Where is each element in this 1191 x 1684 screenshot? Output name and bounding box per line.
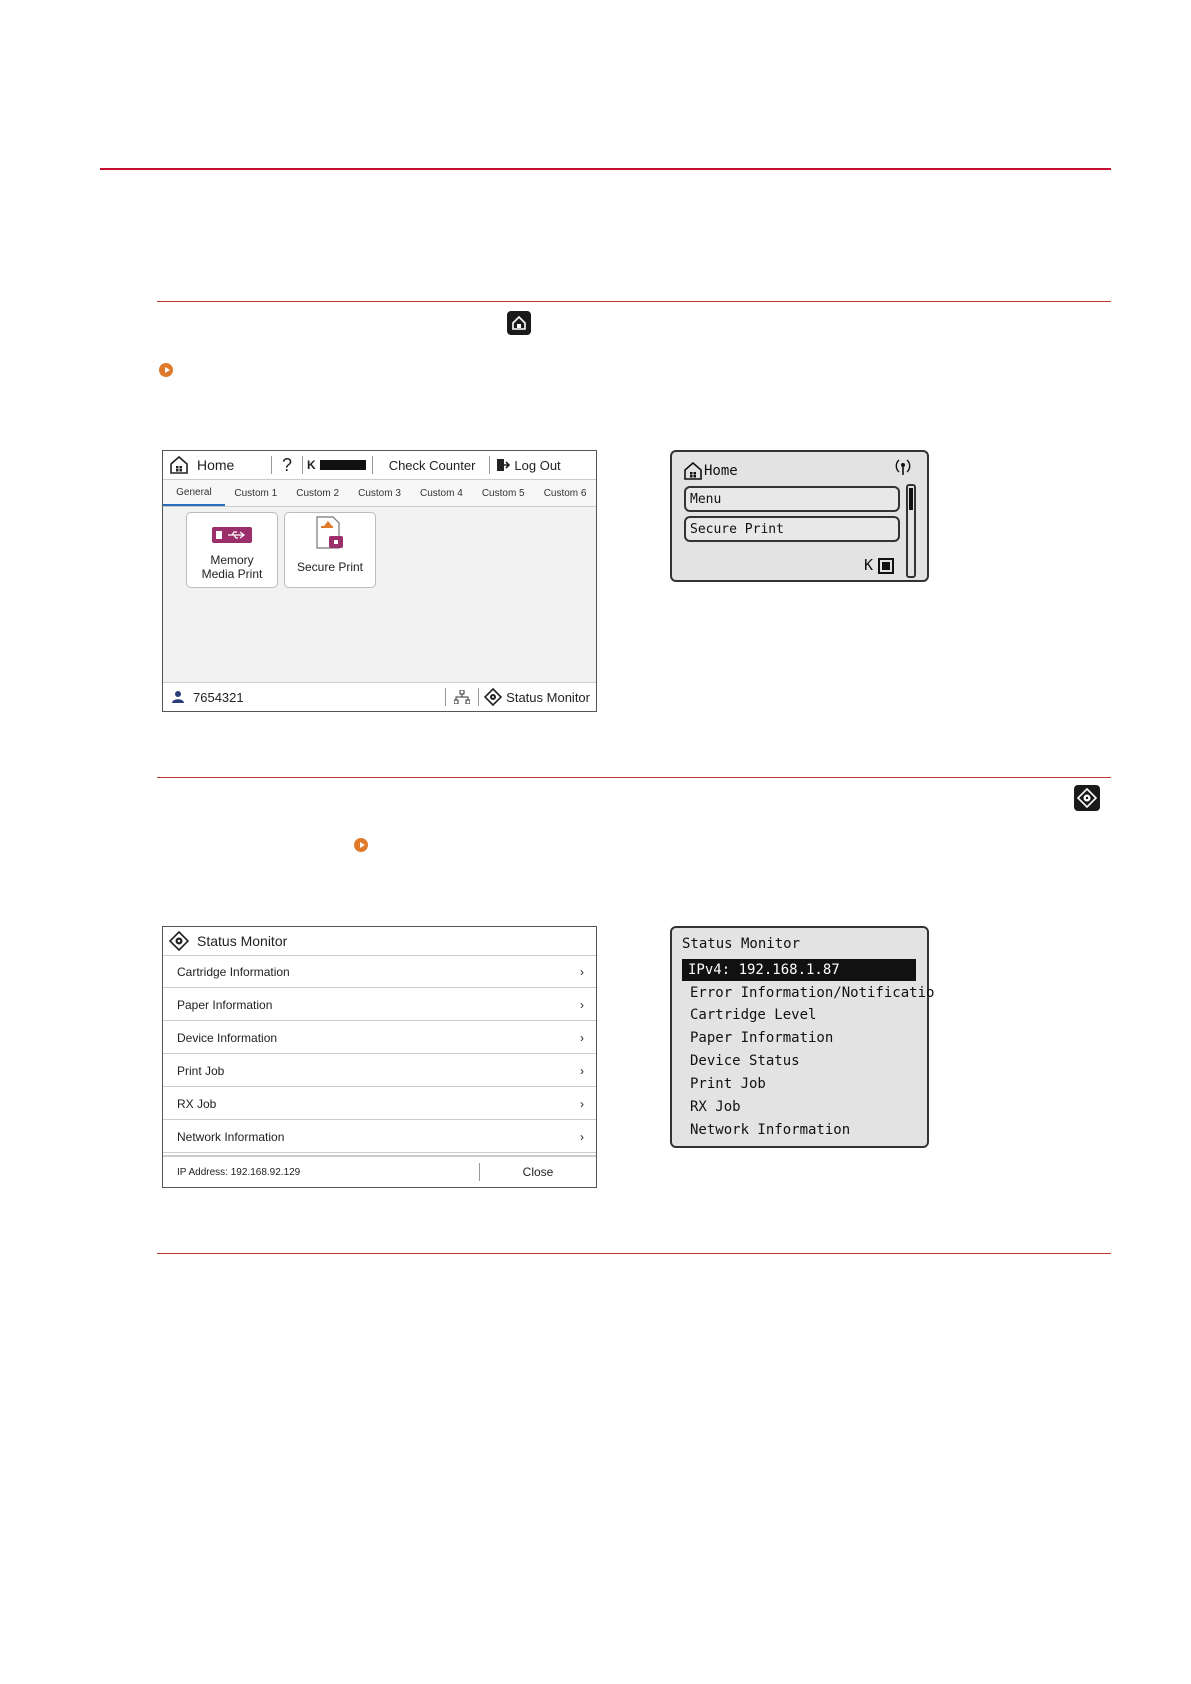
toner-label: K bbox=[307, 458, 316, 472]
link-arrow-icon[interactable] bbox=[354, 838, 368, 852]
list-item-label: Cartridge Information bbox=[177, 964, 290, 979]
divider bbox=[372, 456, 373, 474]
lcd-status-title: Status Monitor bbox=[682, 936, 801, 952]
status-monitor-header bbox=[163, 927, 596, 956]
section-rule-1 bbox=[157, 301, 1111, 302]
user-icon bbox=[171, 690, 185, 704]
list-item-label: Device Information bbox=[177, 1030, 278, 1045]
lcd-status-monitor-screen bbox=[670, 926, 935, 1148]
tab-custom-3[interactable]: Custom 3 bbox=[358, 487, 401, 499]
secure-print-tile[interactable] bbox=[284, 512, 376, 588]
lcd-highlighted-item[interactable] bbox=[682, 959, 916, 981]
tab-custom-4[interactable]: Custom 4 bbox=[419, 487, 463, 499]
list-item[interactable] bbox=[163, 1022, 596, 1054]
scrollbar-thumb[interactable] bbox=[909, 488, 913, 510]
lcd-home-title: Home bbox=[704, 463, 738, 479]
home-header bbox=[163, 451, 596, 480]
divider bbox=[478, 688, 479, 706]
help-button[interactable]: ? bbox=[282, 454, 293, 475]
list-item[interactable]: Paper Information bbox=[690, 1030, 834, 1046]
status-monitor-title: Status Monitor bbox=[197, 933, 288, 949]
list-item[interactable] bbox=[163, 989, 596, 1021]
list-item[interactable]: RX Job bbox=[690, 1099, 741, 1115]
status-monitor-icon bbox=[169, 931, 189, 951]
chevron-right-icon: › bbox=[580, 964, 584, 979]
memory-media-print-tile[interactable] bbox=[186, 512, 278, 588]
home-icon bbox=[684, 462, 702, 480]
lcd-toner-label: K bbox=[864, 556, 874, 574]
tab-custom-1[interactable]: Custom 1 bbox=[234, 487, 278, 499]
status-monitor-footer bbox=[163, 1155, 596, 1187]
chevron-right-icon: › bbox=[580, 1129, 584, 1144]
chevron-right-icon: › bbox=[580, 997, 584, 1012]
list-item[interactable]: Network Information bbox=[690, 1122, 851, 1138]
chevron-right-icon: › bbox=[580, 1063, 584, 1078]
link-arrow-icon[interactable] bbox=[159, 363, 173, 377]
home-icon[interactable] bbox=[169, 455, 189, 475]
close-button[interactable]: Close bbox=[522, 1165, 554, 1179]
tab-custom-2[interactable]: Custom 2 bbox=[296, 487, 340, 499]
list-item-label: Network Information bbox=[177, 1129, 285, 1144]
list-item-label: Paper Information bbox=[177, 997, 273, 1012]
tile-label: Secure Print bbox=[296, 560, 364, 574]
list-item[interactable] bbox=[163, 1088, 596, 1120]
chevron-right-icon: › bbox=[580, 1096, 584, 1111]
list-item[interactable] bbox=[163, 1055, 596, 1087]
list-item[interactable]: Error Information/Notificatio bbox=[690, 985, 935, 1001]
status-monitor-button[interactable]: Status Monitor bbox=[506, 689, 590, 705]
list-item[interactable] bbox=[163, 956, 596, 988]
user-id: 7654321 bbox=[193, 689, 244, 705]
tile-label-line1: Memory bbox=[210, 553, 254, 567]
scrollbar[interactable] bbox=[906, 484, 916, 578]
divider bbox=[445, 688, 446, 706]
home-footer bbox=[163, 682, 596, 711]
tab-custom-5[interactable]: Custom 5 bbox=[481, 487, 525, 499]
list-item-label: RX Job bbox=[177, 1096, 217, 1111]
section-rule-2 bbox=[157, 777, 1111, 778]
divider bbox=[271, 456, 272, 474]
lcd-home-screen bbox=[670, 450, 929, 582]
home-title: Home bbox=[197, 457, 235, 473]
list-item[interactable] bbox=[163, 1121, 596, 1153]
divider bbox=[489, 456, 490, 474]
tab-bar bbox=[163, 480, 596, 507]
header-rule bbox=[100, 168, 1111, 170]
list-item[interactable]: Cartridge Level bbox=[690, 1007, 817, 1023]
lcd-secure-print-item[interactable]: Secure Print bbox=[684, 516, 900, 542]
divider bbox=[302, 456, 303, 474]
logout-icon bbox=[496, 458, 510, 472]
home-key-icon bbox=[507, 311, 531, 335]
tab-general[interactable]: General bbox=[163, 480, 225, 506]
check-counter-button[interactable]: Check Counter bbox=[388, 457, 476, 473]
list-item[interactable]: Print Job bbox=[690, 1076, 766, 1092]
toner-level-bar bbox=[320, 460, 366, 470]
network-icon[interactable] bbox=[454, 690, 470, 704]
logout-button[interactable]: Log Out bbox=[514, 457, 561, 473]
chevron-right-icon: › bbox=[580, 1030, 584, 1045]
lcd-menu-item[interactable]: Menu bbox=[684, 486, 900, 512]
ipv4-address: IPv4: 192.168.1.87 bbox=[688, 962, 840, 978]
list-item-label: Print Job bbox=[177, 1063, 225, 1078]
list-item[interactable]: Device Status bbox=[690, 1053, 800, 1069]
secure-print-icon bbox=[315, 516, 345, 550]
status-monitor-key-icon bbox=[1074, 785, 1100, 811]
ip-address: IP Address: 192.168.92.129 bbox=[177, 1166, 301, 1178]
touch-panel-home-screen bbox=[162, 450, 597, 712]
touch-panel-status-monitor-screen bbox=[162, 926, 597, 1188]
wireless-icon bbox=[890, 457, 916, 477]
tab-custom-6[interactable]: Custom 6 bbox=[543, 487, 587, 499]
usb-memory-icon bbox=[212, 527, 252, 543]
status-monitor-icon[interactable] bbox=[484, 688, 502, 706]
tile-label-line2: Media Print bbox=[201, 567, 263, 581]
toner-level-indicator bbox=[878, 558, 894, 574]
section-rule-3 bbox=[157, 1253, 1111, 1254]
